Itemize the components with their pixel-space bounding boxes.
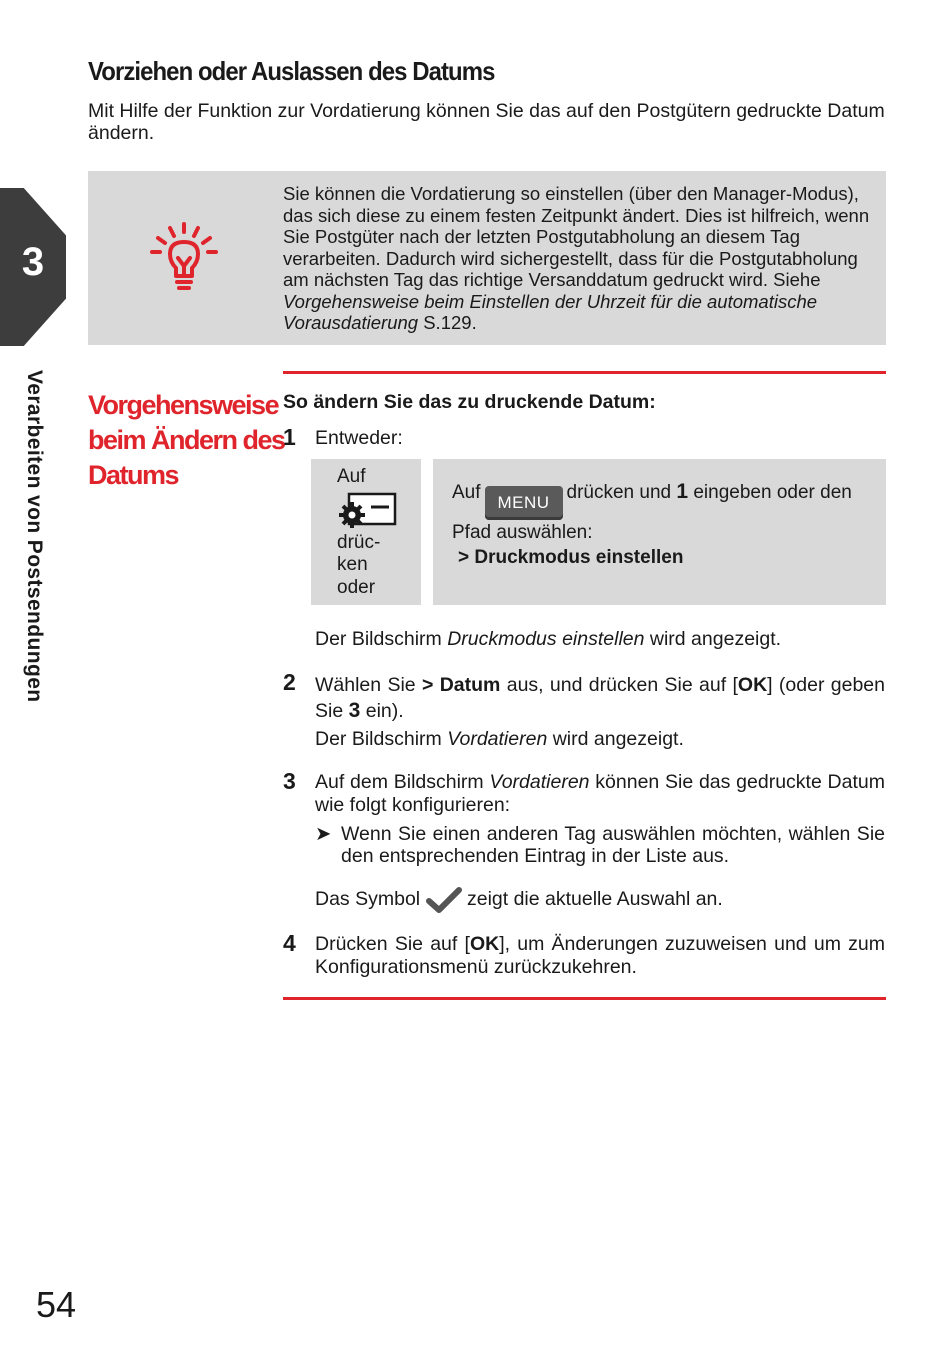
step-3-text: Auf dem Bildschirm Vordatieren können Sie das gedruckte Datum wie folgt konfigurieren: [315, 771, 885, 816]
step-number-1: 1 [283, 424, 296, 450]
lightbulb-icon [148, 220, 220, 296]
menu-path: > Druckmodus einstellen [458, 547, 684, 568]
arrow-bullet-icon: ➤ [315, 823, 332, 845]
tip-crossref[interactable]: Vorgehensweise beim Einstellen der Uhrzeit für die automatische Vorausdatierung [283, 290, 818, 333]
step-1-text: Entweder: [315, 427, 403, 449]
step-number-3: 3 [283, 768, 296, 794]
step-4-text: Drücken Sie auf [OK], um Änderungen zuzuweisen und um zum Konfigurationsmenü zurückzukehren. [315, 933, 885, 978]
procedure-subheading: So ändern Sie das zu druckende Datum: [283, 391, 656, 413]
chapter-side-title: Verarbeiten von Postsendungen [23, 370, 46, 703]
step-2-result: Der Bildschirm Vordatieren wird angezeigt. [315, 728, 684, 750]
step-3-bullet: ➤ Wenn Sie einen anderen Tag auswählen möchten, wählen Sie den entsprechenden Eintrag in der Liste aus. [315, 823, 885, 867]
intro-paragraph: Mit Hilfe der Funktion zur Vordatierung können Sie das auf den Postgütern gedruckte Datum ändern. [88, 100, 885, 144]
step-2-text: Wählen Sie > Datum aus, und drücken Sie auf [OK] (oder geben Sie 3 ein). [315, 674, 885, 722]
menu-button[interactable]: MENU [485, 486, 563, 520]
option-left-text: Auf drüc- ken oder [337, 466, 417, 599]
section-bottom-rule [283, 997, 886, 1000]
page-title: Vorziehen oder Auslassen des Datums [88, 56, 495, 86]
step-1-result: Der Bildschirm Druckmodus einstellen wird angezeigt. [315, 628, 782, 650]
step-number-2: 2 [283, 669, 296, 695]
key-1: 1 [676, 480, 689, 503]
tip-text: Sie können die Vordatierung so einstellen (über den Manager-Modus), das sich diese zu einem festen Zeitpunkt ändert. Dies ist hilfreich, wenn Sie Postgüter nach der letzten Postgutabholung an diesem Tag verarbeiten. Dadurch wird sichergestellt, dass für die Postgutabholung am nächsten Tag das richtige Versanddatum gedruckt wird. Siehe Vorgehensweise beim Einstellen der Uhrzeit für die automatische Vorausdatierung S.129. [283, 183, 870, 333]
chapter-number: 3 [21, 240, 45, 284]
section-heading: Vorgehensweise beim Ändern des Datums [88, 390, 285, 490]
step-3-symbol-note: Das Symbol zeigt die aktuelle Auswahl an. [315, 886, 885, 914]
option-right-text: Auf MENU drücken und 1 eingeben oder den Pfad auswählen: > Druckmodus einstellen [452, 480, 852, 568]
section-top-rule [283, 371, 886, 374]
step-number-4: 4 [283, 930, 296, 956]
checkmark-icon [426, 886, 462, 914]
page-number: 54 [36, 1284, 77, 1325]
settings-card-icon[interactable] [337, 491, 399, 531]
